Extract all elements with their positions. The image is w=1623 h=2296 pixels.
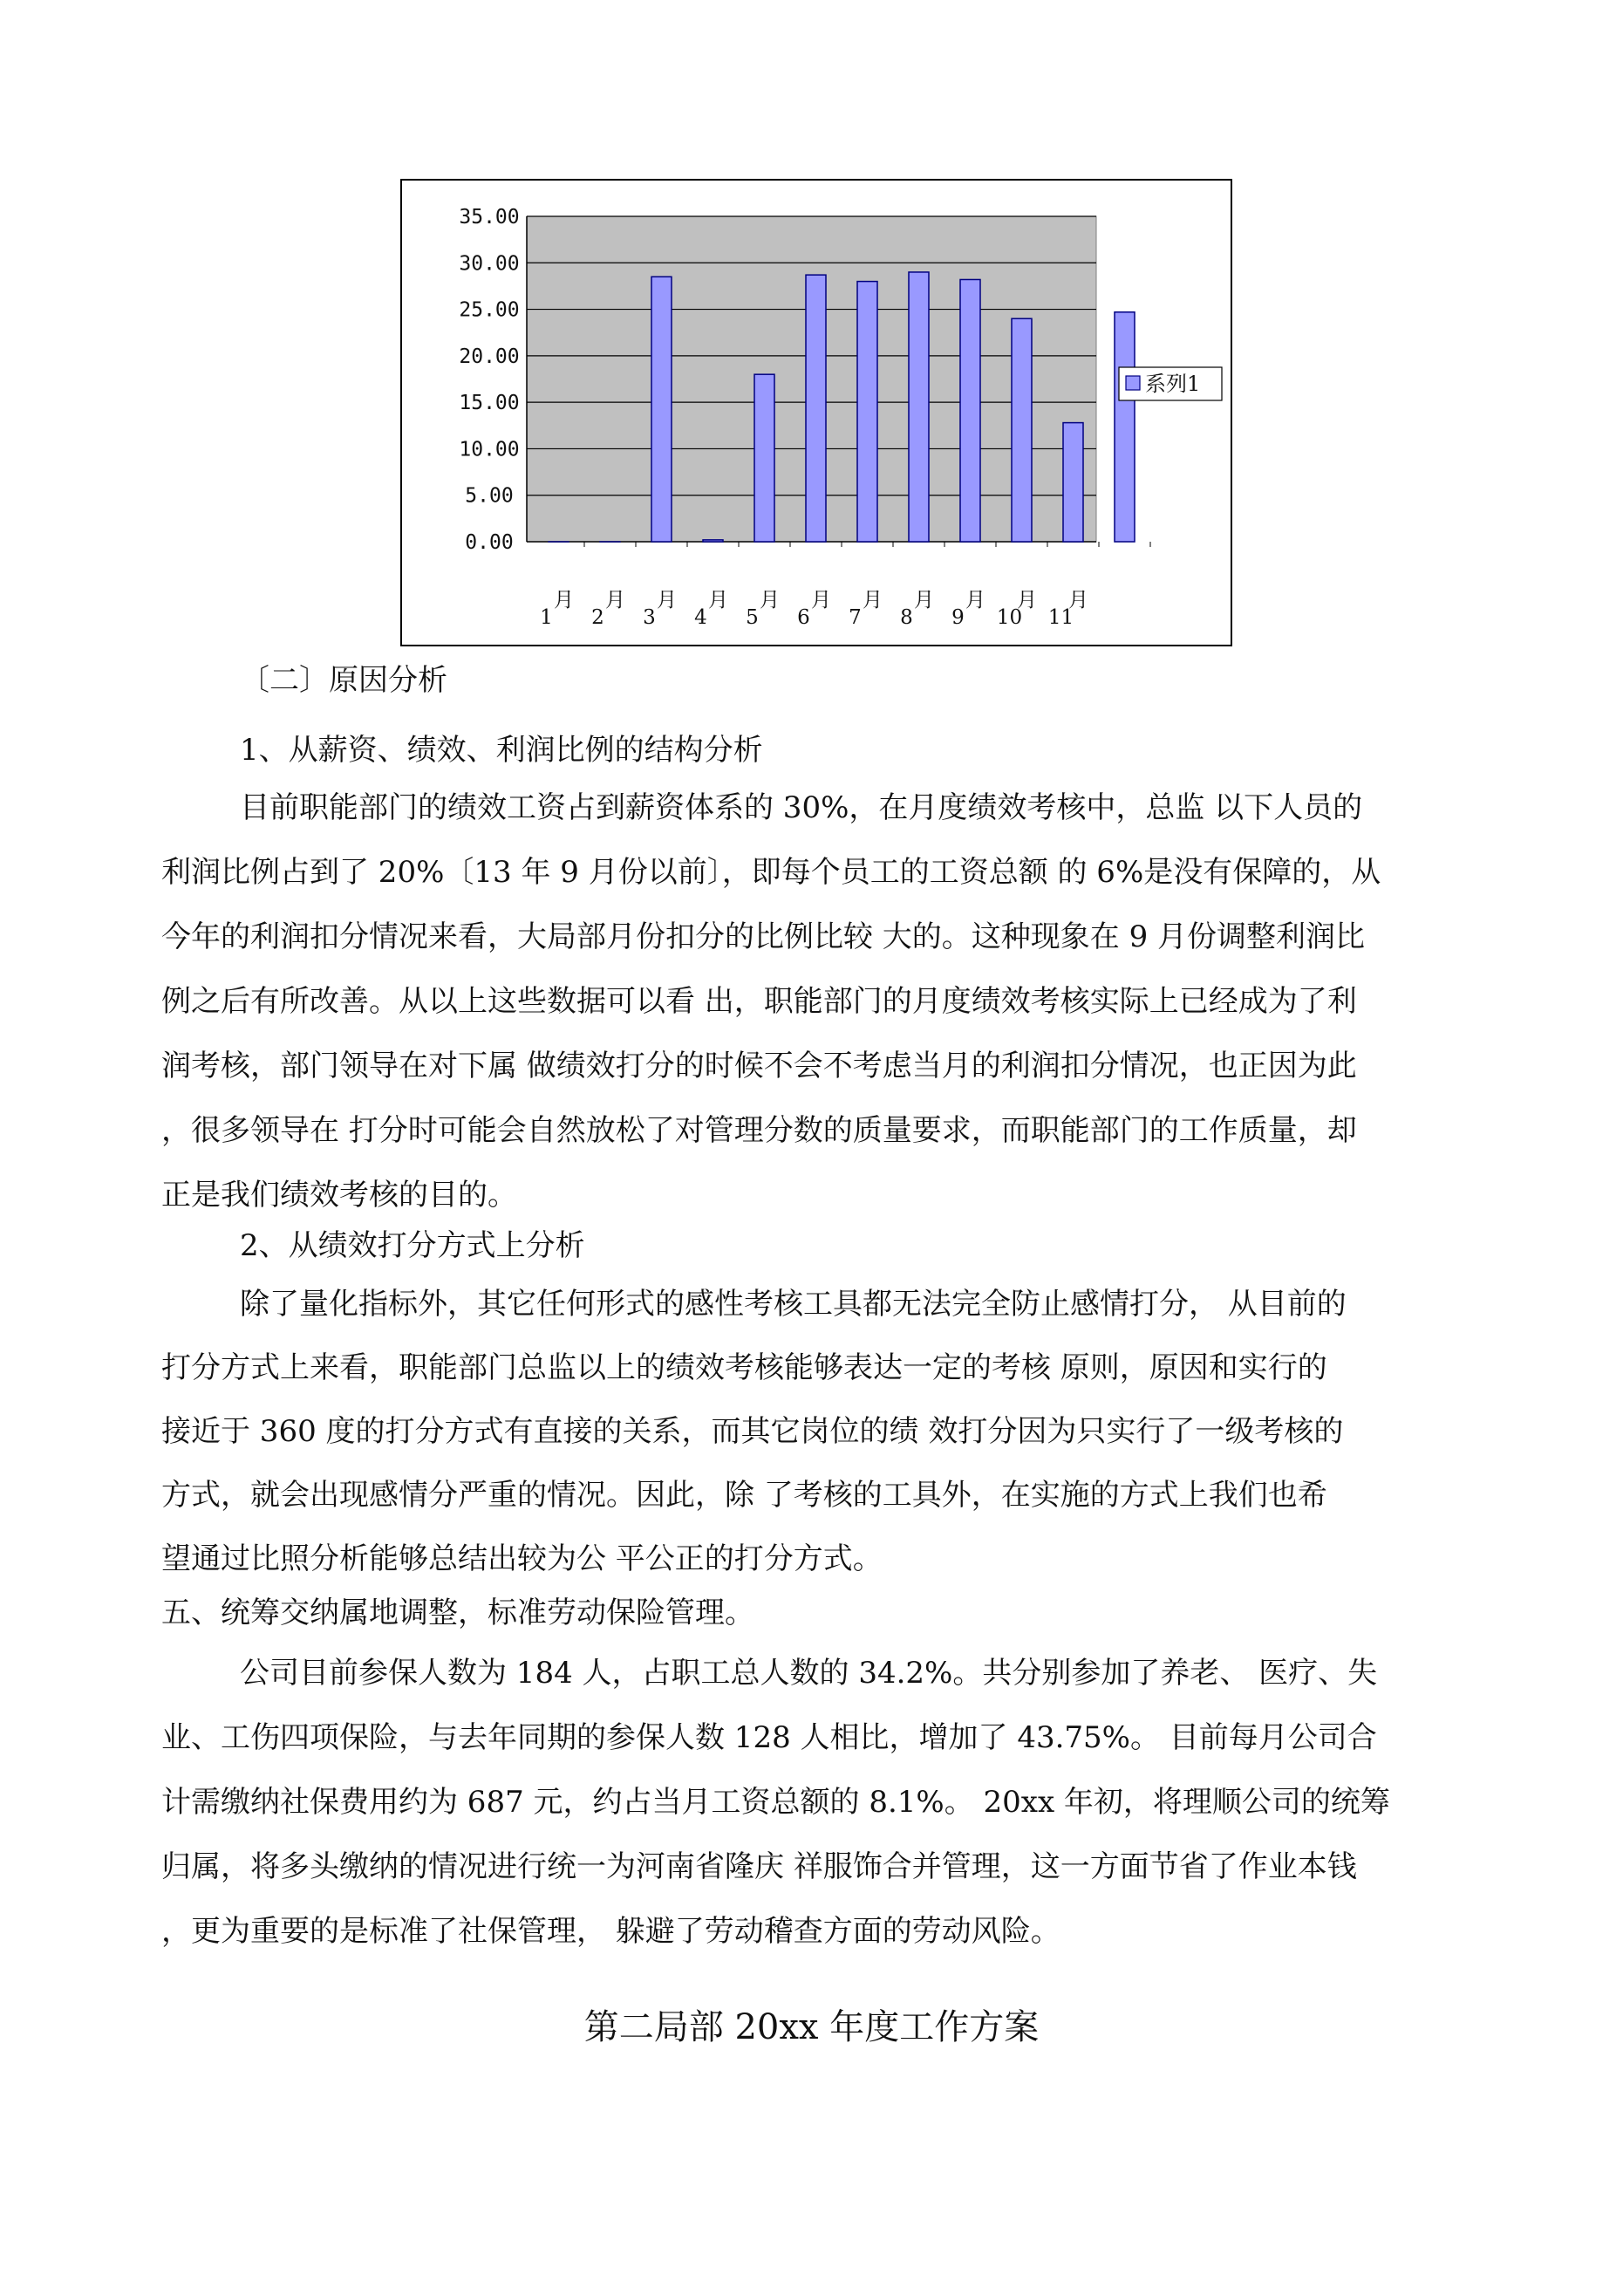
- x-tick-label: [849, 589, 883, 629]
- x-tick-label-number: 9: [951, 606, 965, 629]
- x-tick-label-month: 月: [914, 589, 934, 612]
- x-tick-label-number: 2: [591, 606, 604, 629]
- paragraph-line: 业、工伤四项保险，与去年同期的参保人数 128 人相比，增加了 43.75%。 目前每月公司合: [161, 1720, 1377, 1755]
- x-tick-label-number: 5: [746, 606, 759, 629]
- paragraph-line: 今年的利润扣分情况来看，大局部月份扣分的比例比较 大的。这种现象在 9 月份调整利润比: [161, 919, 1366, 954]
- x-tick-label: [746, 589, 780, 629]
- paragraph-line: 润考核，部门领导在对下属 做绩效打分的时候不会不考虑当月的利润扣分情况，也正因为此: [161, 1049, 1357, 1083]
- legend-swatch: [1126, 376, 1140, 390]
- x-tick-label: [797, 589, 831, 629]
- bar: [857, 282, 877, 542]
- x-tick-label-month: 月: [605, 589, 625, 612]
- paragraph-line: 除了量化指标外，其它任何形式的感性考核工具都无法完全防止感情打分， 从目前的: [240, 1287, 1347, 1322]
- x-tick-label-month: 月: [554, 589, 574, 612]
- x-tick-label-number: 11: [1047, 606, 1074, 629]
- y-tick-label: 15.00: [459, 392, 520, 415]
- y-tick-label: 5.00: [465, 484, 514, 508]
- bar: [1115, 312, 1135, 542]
- paragraph-line: 利润比例占到了 20%〔13 年 9 月份以前〕，即每个员工的工资总额 的 6%是没有保障的，从: [161, 855, 1381, 890]
- x-tick-label: [643, 589, 677, 629]
- paragraph-line: ，更为重要的是标准了社保管理， 躲避了劳动稽查方面的劳动风险。: [161, 1914, 1060, 1949]
- chart-svg: [402, 181, 1231, 645]
- x-tick-label-month: 月: [965, 589, 985, 612]
- legend: [1119, 367, 1222, 400]
- legend-label: 系列1: [1145, 372, 1201, 396]
- paragraph-line: 归属，将多头缴纳的情况进行统一为河南省隆庆 祥服饰合并管理，这一方面节省了作业本钱: [161, 1849, 1357, 1884]
- bar: [1063, 423, 1083, 542]
- x-tick-label-number: 7: [849, 606, 862, 629]
- bar: [806, 275, 826, 542]
- x-tick-label: [951, 589, 985, 629]
- section-heading-reasons: 〔二〕原因分析: [240, 663, 447, 698]
- y-tick-label: 20.00: [459, 345, 520, 368]
- x-tick-label: [591, 589, 625, 629]
- x-tick-label-number: 8: [900, 606, 913, 629]
- subheading-scoring-method: 2、从绩效打分方式上分析: [240, 1228, 585, 1263]
- x-tick-label-number: 3: [643, 606, 656, 629]
- x-tick-label-number: 10: [996, 606, 1023, 629]
- x-tick-label-month: 月: [811, 589, 831, 612]
- bar: [1012, 318, 1032, 542]
- paragraph-line: 望通过比照分析能够总结出较为公 平公正的打分方式。: [161, 1541, 883, 1576]
- x-tick-label-month: 月: [1068, 589, 1088, 612]
- bar-chart: [400, 179, 1232, 646]
- bar: [703, 540, 723, 542]
- paragraph-line: 例之后有所改善。从以上这些数据可以看 出，职能部门的月度绩效考核实际上已经成为了利: [161, 984, 1357, 1019]
- page-title: 第二局部 20xx 年度工作方案: [583, 2007, 1040, 2047]
- bar: [754, 374, 774, 542]
- x-tick-label-month: 月: [863, 589, 883, 612]
- x-tick-label-number: 6: [797, 606, 810, 629]
- x-tick-label: [900, 589, 934, 629]
- x-tick-label: [1048, 589, 1088, 629]
- paragraph-line: 目前职能部门的绩效工资占到薪资体系的 30%，在月度绩效考核中，总监 以下人员的: [240, 790, 1363, 825]
- section-heading-insurance: 五、统筹交纳属地调整，标准劳动保险管理。: [161, 1596, 754, 1630]
- y-tick-label: 10.00: [459, 438, 520, 461]
- x-tick-label: [540, 589, 574, 629]
- x-tick-label-number: 4: [694, 606, 707, 629]
- y-tick-label: 30.00: [459, 252, 520, 276]
- x-tick-label-month: 月: [760, 589, 780, 612]
- paragraph-line: 接近于 360 度的打分方式有直接的关系，而其它岗位的绩 效打分因为只实行了一级考核的: [161, 1414, 1344, 1449]
- bar: [960, 279, 980, 542]
- x-tick-label-month: 月: [708, 589, 728, 612]
- x-tick-label-month: 月: [1017, 589, 1037, 612]
- y-tick-label: 35.00: [459, 206, 520, 229]
- paragraph-line: ，很多领导在 打分时可能会自然放松了对管理分数的质量要求，而职能部门的工作质量，却: [161, 1113, 1357, 1148]
- paragraph-line: 方式，就会出现感情分严重的情况。因此，除 了考核的工具外，在实施的方式上我们也希: [161, 1478, 1327, 1513]
- y-tick-label: 0.00: [465, 531, 514, 554]
- x-tick-label-number: 1: [540, 606, 553, 629]
- bar: [909, 272, 929, 542]
- x-tick-label: [694, 589, 728, 629]
- bar: [651, 277, 672, 542]
- paragraph-line: 计需缴纳社保费用约为 687 元，约占当月工资总额的 8.1%。 20xx 年初，将理顺公司的统筹: [161, 1785, 1390, 1820]
- y-tick-label: 25.00: [459, 298, 520, 322]
- paragraph-line: 打分方式上来看，职能部门总监以上的绩效考核能够表达一定的考核 原则，原因和实行的: [161, 1350, 1327, 1385]
- paragraph-line: 公司目前参保人数为 184 人，占职工总人数的 34.2%。共分别参加了养老、 医疗、失: [240, 1656, 1378, 1691]
- x-tick-label: [997, 589, 1037, 629]
- subheading-structure-analysis: 1、从薪资、绩效、利润比例的结构分析: [240, 733, 763, 768]
- x-tick-label-month: 月: [657, 589, 677, 612]
- paragraph-line: 正是我们绩效考核的目的。: [161, 1178, 517, 1213]
